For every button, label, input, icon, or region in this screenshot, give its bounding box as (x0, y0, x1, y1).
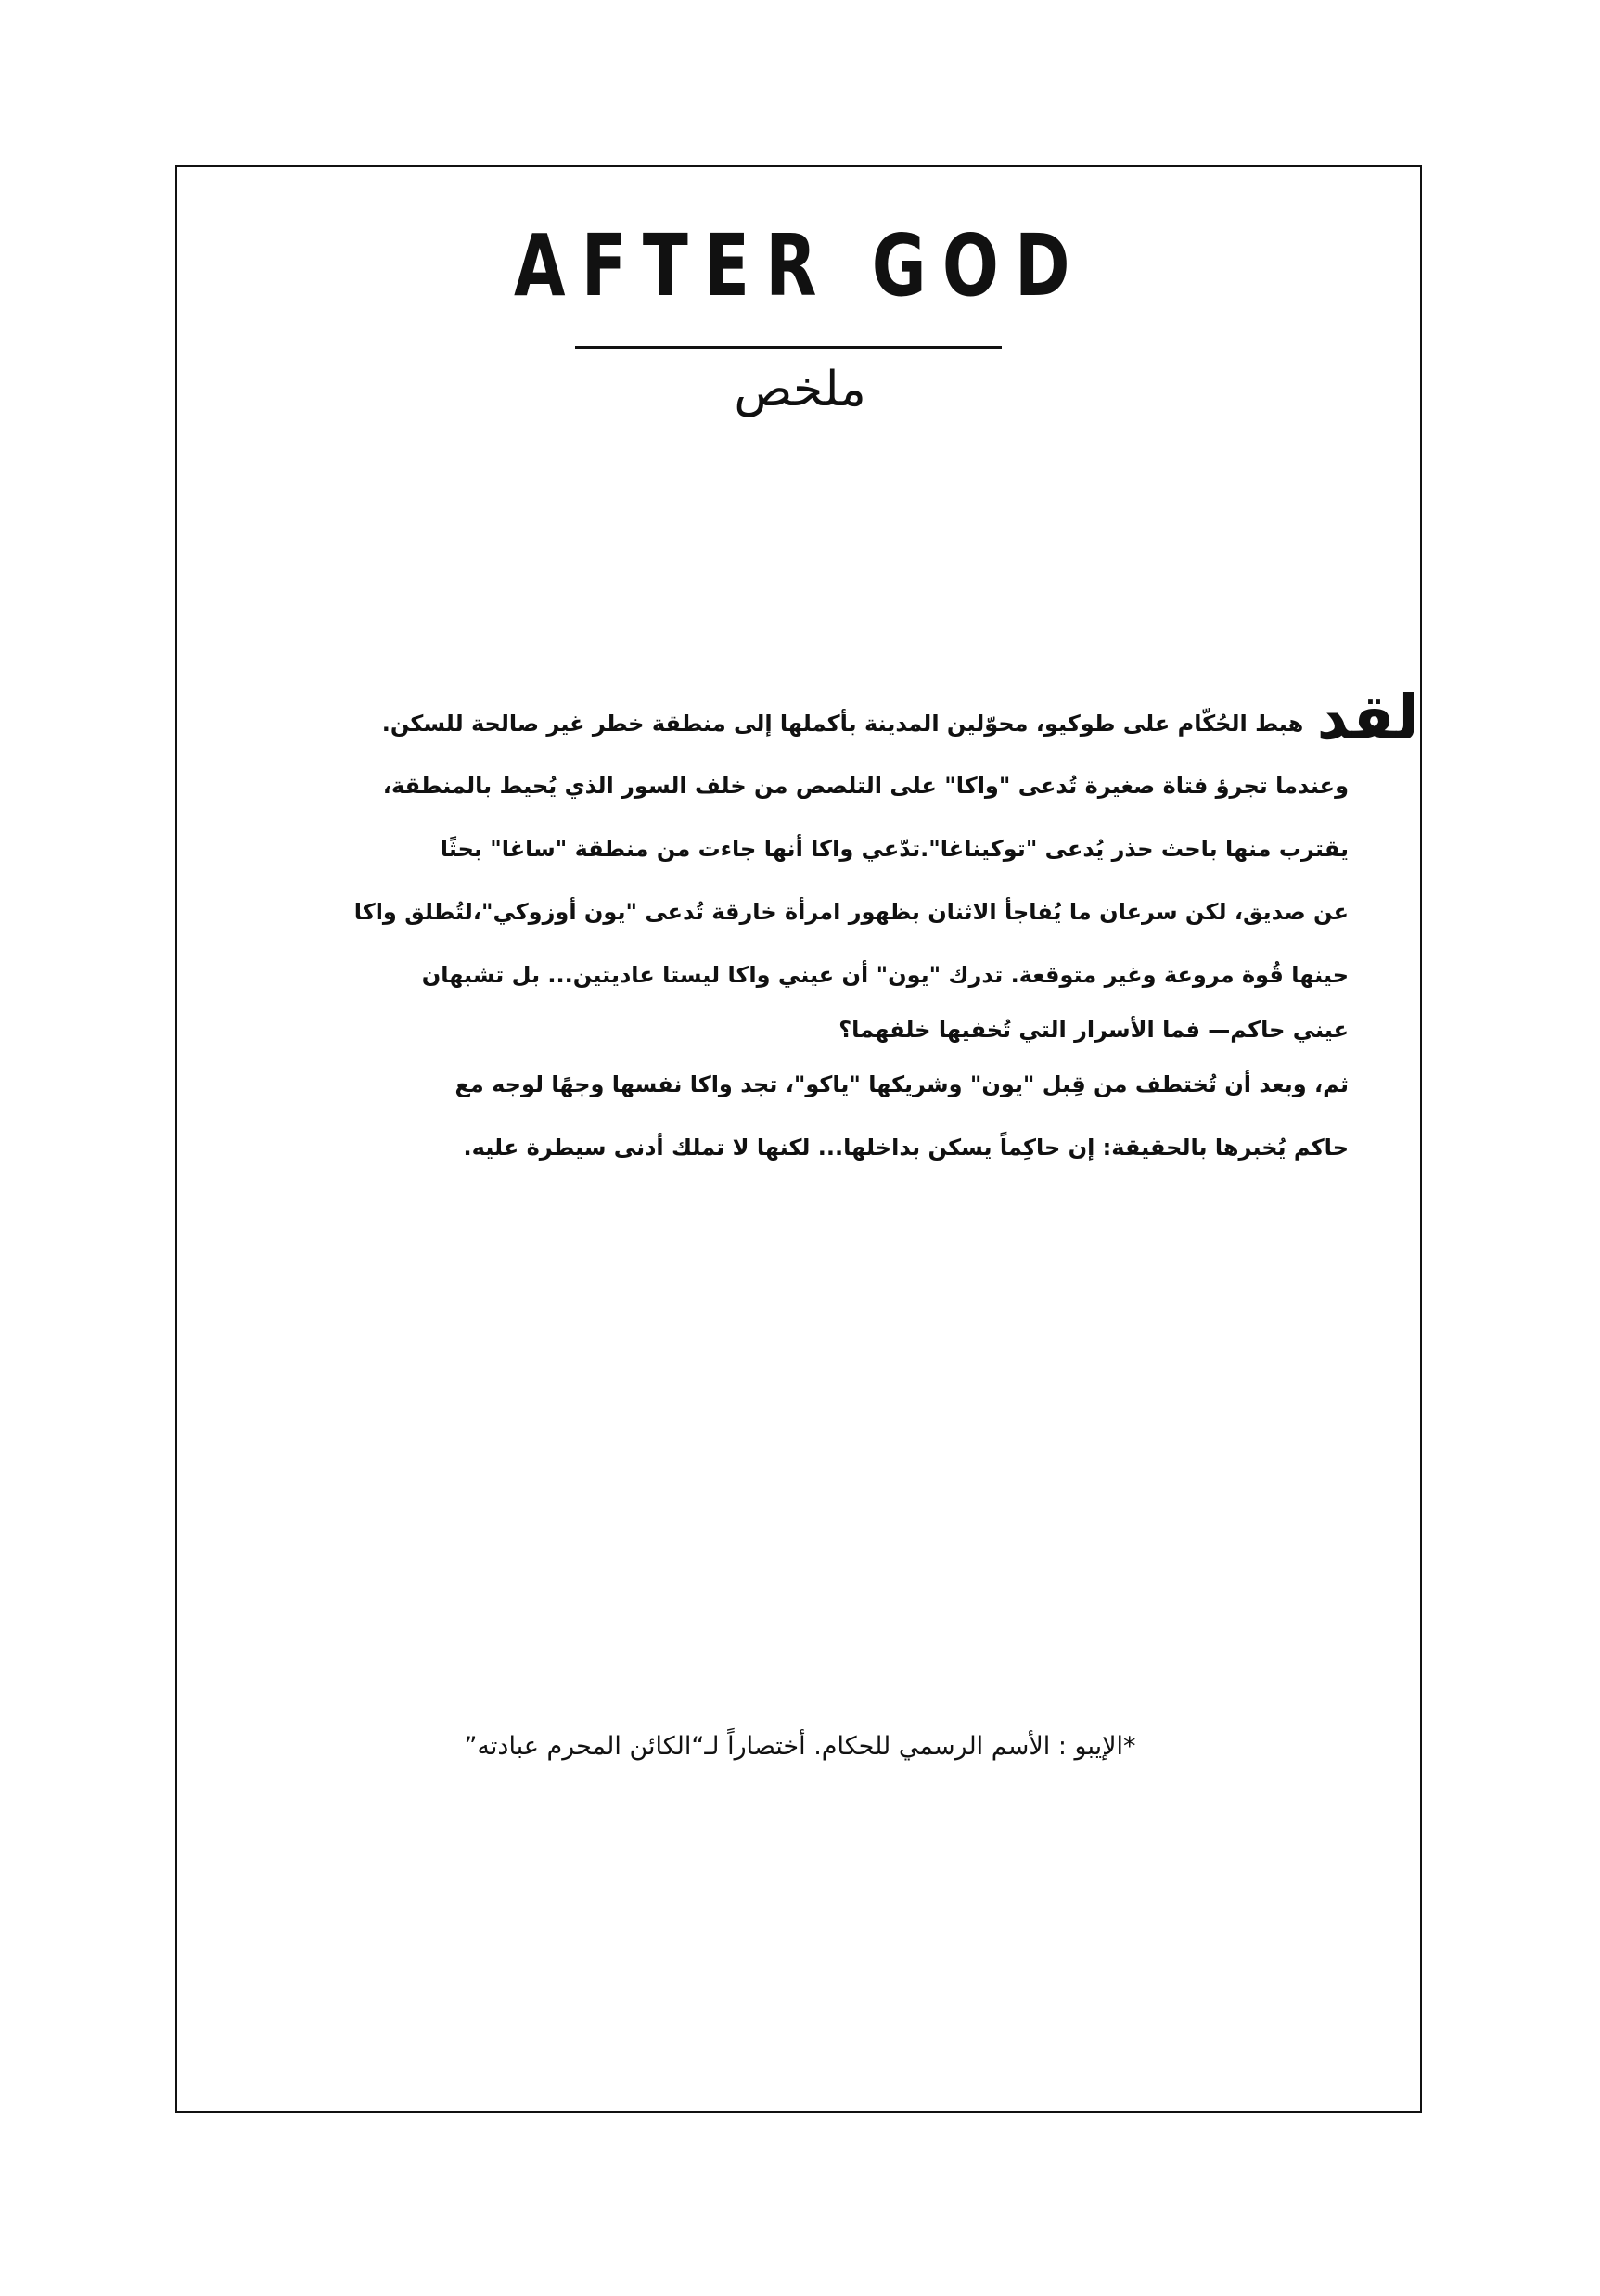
page-subtitle: ملخص (734, 362, 866, 417)
synopsis-line: ثم، وبعد أن تُختطف من قِبل "يون" وشريكها "ياكو"، تجد واكا نفسها وجهًا لوجه مع (454, 1071, 1349, 1097)
synopsis-line: عن صديق، لكن سرعان ما يُفاجأ الاثنان بظهور امرأة خارقة تُدعى "يون أوزوكي"،لتُطلق واكا (353, 899, 1349, 925)
synopsis-line: حينها قُوة مروعة وغير متوقعة. تدرك "يون" أن عيني واكا ليستا عاديتين... بل تشبهان (421, 962, 1349, 988)
synopsis-line: يقترب منها باحث حذر يُدعى "توكيناغا".تدّعي واكا أنها جاءت من منطقة "ساغا" بحثًا (440, 836, 1349, 862)
synopsis-body (232, 682, 1419, 1179)
drop-cap: لقد (1316, 682, 1419, 753)
synopsis-line: عيني حاكم— فما الأسرار التي تُخفيها خلفهما؟ (838, 1017, 1349, 1043)
synopsis-line: وعندما تجرؤ فتاة صغيرة تُدعى "واكا" على التلصص من خلف السور الذي يُحيط بالمنطقة، (382, 773, 1349, 799)
footnote: *الإيبو : الأسم الرسمي للحكام. أختصاراً لـ“الكائن المحرم عبادته” (464, 1732, 1136, 1761)
synopsis-line (232, 682, 1419, 754)
synopsis-line-text: هبط الحُكّام على طوكيو، محوّلين المدينة بأكملها إلى منطقة خطر غير صالحة للسكن. (381, 711, 1304, 737)
title-underline (575, 346, 1002, 349)
page-title: AFTER GOD (514, 216, 1086, 315)
synopsis-line: حاكم يُخبرها بالحقيقة: إن حاكِماً يسكن بداخلها... لكنها لا تملك أدنى سيطرة عليه. (463, 1135, 1349, 1161)
